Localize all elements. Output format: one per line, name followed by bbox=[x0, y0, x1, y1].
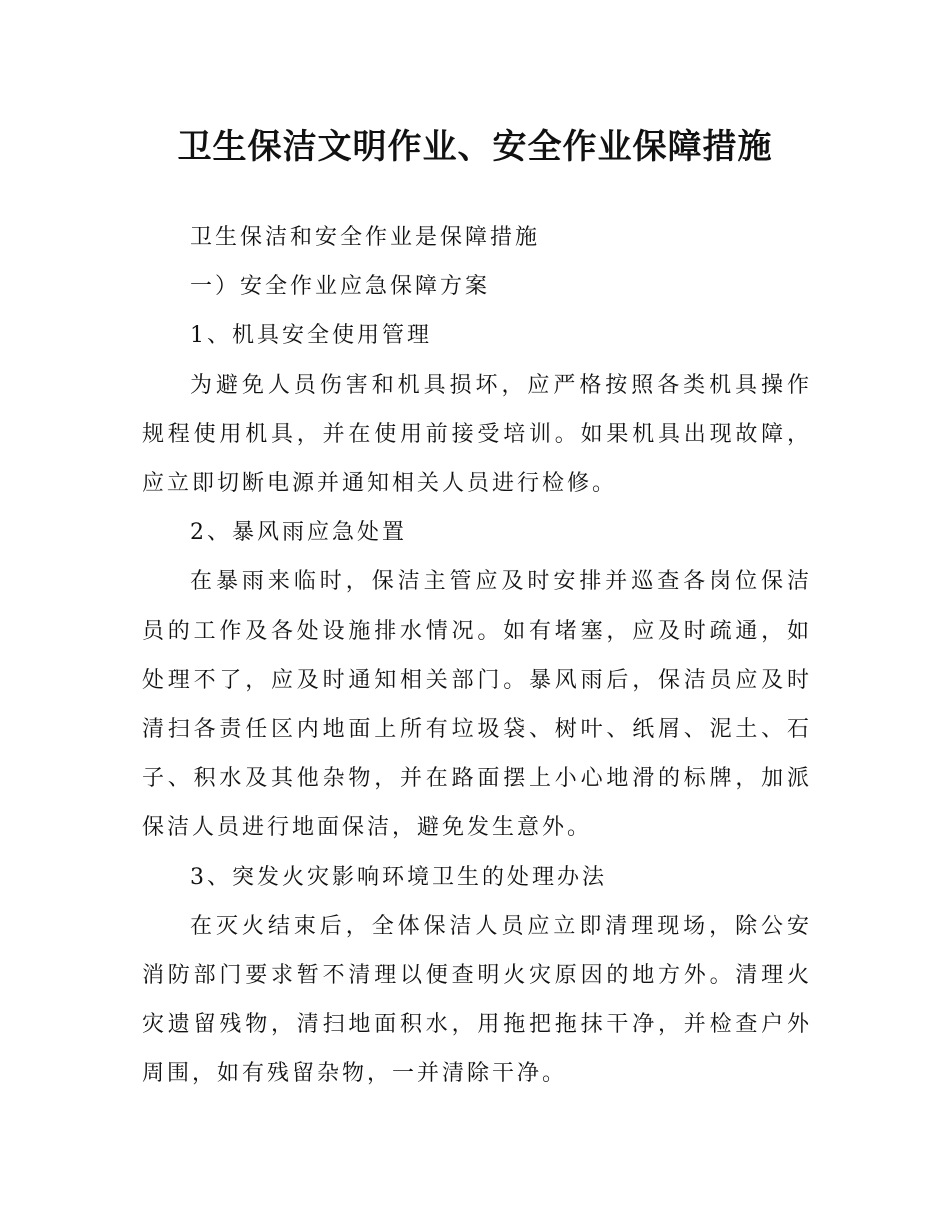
paragraph-equipment-safety: 为避免人员伤害和机具损坏，应严格按照各类机具操作规程使用机具，并在使用前接受培训。如果机具出现故障，应立即切断电源并通知相关人员进行检修。 bbox=[142, 372, 812, 497]
section-heading-emergency-plan: 一）安全作业应急保障方案 bbox=[190, 274, 491, 300]
subheading-fire-handling: 3、突发火灾影响环境卫生的处理办法 bbox=[190, 864, 607, 890]
paragraph-fire-handling: 在灭火结束后，全体保洁人员应立即清理现场，除公安消防部门要求暂不清理以便查明火灾原因的地方外。清理火灾遗留残物，清扫地面积水，用拖把拖抹干净，并检查户外周围，如有残留杂物，一并清除干净。 bbox=[142, 913, 812, 1087]
document-title: 卫生保洁文明作业、安全作业保障措施 bbox=[177, 126, 773, 167]
paragraph-intro: 卫生保洁和安全作业是保障措施 bbox=[190, 225, 541, 250]
paragraph-storm-response: 在暴雨来临时，保洁主管应及时安排并巡查各岗位保洁员的工作及各处设施排水情况。如有堵塞，应及时疏通，如处理不了，应及时通知相关部门。暴风雨后，保洁员应及时清扫各责任区内地面上所有垃圾袋、树叶、纸屑、泥土、石子、积水及其他杂物，并在路面摆上小心地滑的标牌，加派保洁人员进行地面保洁，避免发生意外。 bbox=[142, 569, 812, 841]
subheading-equipment-safety: 1、机具安全使用管理 bbox=[190, 323, 432, 349]
subheading-storm-response: 2、暴风雨应急处置 bbox=[190, 520, 407, 546]
document-body bbox=[142, 213, 812, 1099]
